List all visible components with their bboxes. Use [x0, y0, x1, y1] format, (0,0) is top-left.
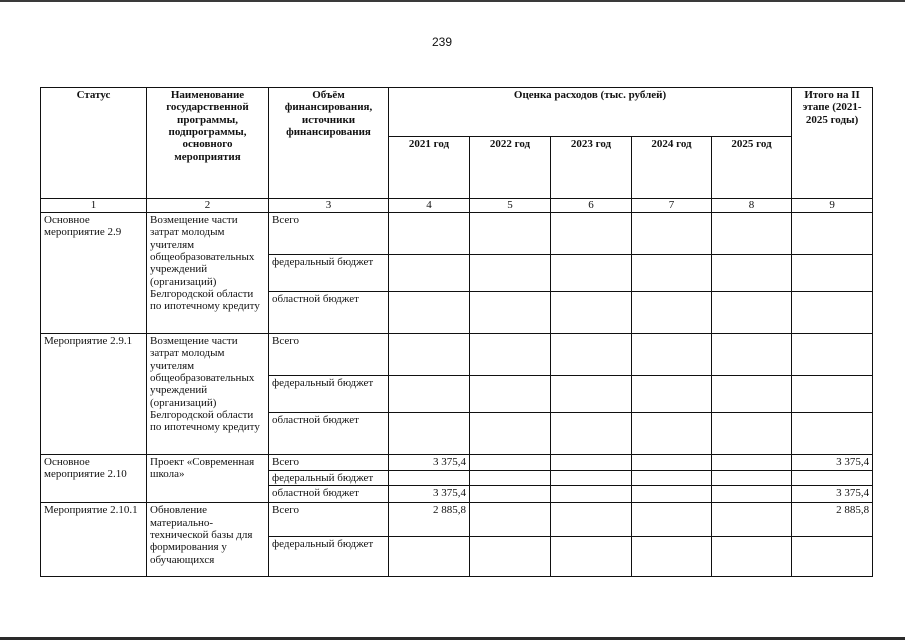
year-value-cell — [551, 486, 632, 503]
column-number: 8 — [712, 199, 792, 213]
scan-border-top — [0, 0, 905, 2]
year-value-cell — [632, 455, 712, 471]
year-value-cell — [632, 376, 712, 413]
program-name-cell: Возмещение части затрат молодым учителям общеобразовательных учреждений (организаций) Белгородской области по ипотечному кредиту — [147, 334, 269, 455]
year-value-cell — [470, 376, 551, 413]
header-total: Итого на II этапе (2021-2025 годы) — [792, 88, 873, 199]
year-value-cell — [712, 334, 792, 376]
header-year: 2024 год — [632, 137, 712, 199]
year-value-cell — [389, 537, 470, 577]
header-year: 2025 год — [712, 137, 792, 199]
total-value-cell — [792, 292, 873, 334]
year-value-cell — [551, 334, 632, 376]
year-value-cell: 2 885,8 — [389, 503, 470, 537]
year-value-cell — [470, 503, 551, 537]
year-value-cell — [712, 213, 792, 255]
column-number: 6 — [551, 199, 632, 213]
total-value-cell — [792, 213, 873, 255]
year-value-cell — [712, 503, 792, 537]
year-value-cell — [632, 213, 712, 255]
year-value-cell — [551, 503, 632, 537]
year-value-cell — [470, 413, 551, 455]
column-number: 4 — [389, 199, 470, 213]
status-cell: Основное мероприятие 2.9 — [41, 213, 147, 334]
program-name-cell: Обновление материально-технической базы для формирования у обучающихся — [147, 503, 269, 577]
year-value-cell — [389, 255, 470, 292]
year-value-cell — [712, 413, 792, 455]
year-value-cell — [551, 455, 632, 471]
year-value-cell — [712, 537, 792, 577]
year-value-cell — [551, 537, 632, 577]
table-row — [41, 334, 873, 376]
funding-source-cell: федеральный бюджет — [269, 471, 389, 486]
page-number: 239 — [432, 35, 453, 49]
header-status: Статус — [41, 88, 147, 199]
year-value-cell — [712, 255, 792, 292]
total-value-cell: 2 885,8 — [792, 503, 873, 537]
funding-source-cell: областной бюджет — [269, 486, 389, 503]
year-value-cell — [632, 334, 712, 376]
budget-table — [40, 87, 873, 577]
year-value-cell: 3 375,4 — [389, 455, 470, 471]
funding-source-cell: областной бюджет — [269, 413, 389, 455]
year-value-cell — [389, 292, 470, 334]
column-number: 7 — [632, 199, 712, 213]
header-funding: Объём финансирования, источники финансирования — [269, 88, 389, 199]
header-year: 2022 год — [470, 137, 551, 199]
status-cell: Мероприятие 2.9.1 — [41, 334, 147, 455]
total-value-cell — [792, 376, 873, 413]
total-value-cell — [792, 471, 873, 486]
funding-source-cell: Всего — [269, 455, 389, 471]
year-value-cell — [712, 486, 792, 503]
year-value-cell — [712, 376, 792, 413]
year-value-cell — [712, 292, 792, 334]
year-value-cell — [470, 537, 551, 577]
program-name-cell: Возмещение части затрат молодым учителям общеобразовательных учреждений (организаций) Белгородской области по ипотечному кредиту — [147, 213, 269, 334]
year-value-cell — [470, 471, 551, 486]
funding-source-cell: федеральный бюджет — [269, 376, 389, 413]
column-number: 5 — [470, 199, 551, 213]
year-value-cell — [632, 255, 712, 292]
funding-source-cell: Всего — [269, 503, 389, 537]
header-year: 2023 год — [551, 137, 632, 199]
year-value-cell — [470, 213, 551, 255]
year-value-cell — [389, 376, 470, 413]
column-number: 2 — [147, 199, 269, 213]
total-value-cell — [792, 255, 873, 292]
column-number: 9 — [792, 199, 873, 213]
table-row — [41, 503, 873, 537]
year-value-cell — [389, 471, 470, 486]
table-row — [41, 455, 873, 471]
year-value-cell — [632, 471, 712, 486]
year-value-cell — [470, 455, 551, 471]
year-value-cell — [470, 334, 551, 376]
table-row — [41, 213, 873, 255]
column-number-row — [41, 199, 873, 213]
total-value-cell: 3 375,4 — [792, 486, 873, 503]
year-value-cell — [551, 413, 632, 455]
header-estimate: Оценка расходов (тыс. рублей) — [389, 88, 792, 137]
year-value-cell — [632, 292, 712, 334]
table-body — [41, 199, 873, 577]
funding-source-cell: Всего — [269, 334, 389, 376]
header-year: 2021 год — [389, 137, 470, 199]
year-value-cell — [389, 413, 470, 455]
year-value-cell — [632, 537, 712, 577]
total-value-cell — [792, 537, 873, 577]
header-name: Наименование государственной программы, подпрограммы, основного мероприятия — [147, 88, 269, 199]
funding-source-cell: федеральный бюджет — [269, 255, 389, 292]
column-number: 1 — [41, 199, 147, 213]
year-value-cell — [712, 471, 792, 486]
funding-source-cell: областной бюджет — [269, 292, 389, 334]
year-value-cell — [551, 255, 632, 292]
year-value-cell — [632, 486, 712, 503]
year-value-cell — [632, 503, 712, 537]
year-value-cell — [470, 486, 551, 503]
year-value-cell — [551, 213, 632, 255]
year-value-cell — [551, 376, 632, 413]
year-value-cell — [389, 213, 470, 255]
status-cell: Мероприятие 2.10.1 — [41, 503, 147, 577]
year-value-cell — [470, 255, 551, 292]
year-value-cell — [712, 455, 792, 471]
funding-source-cell: федеральный бюджет — [269, 537, 389, 577]
year-value-cell: 3 375,4 — [389, 486, 470, 503]
status-cell: Основное мероприятие 2.10 — [41, 455, 147, 503]
funding-source-cell: Всего — [269, 213, 389, 255]
total-value-cell — [792, 413, 873, 455]
year-value-cell — [551, 292, 632, 334]
year-value-cell — [551, 471, 632, 486]
column-number: 3 — [269, 199, 389, 213]
total-value-cell — [792, 334, 873, 376]
year-value-cell — [389, 334, 470, 376]
program-name-cell: Проект «Современная школа» — [147, 455, 269, 503]
year-value-cell — [470, 292, 551, 334]
year-value-cell — [632, 413, 712, 455]
table-header — [41, 88, 873, 199]
total-value-cell: 3 375,4 — [792, 455, 873, 471]
